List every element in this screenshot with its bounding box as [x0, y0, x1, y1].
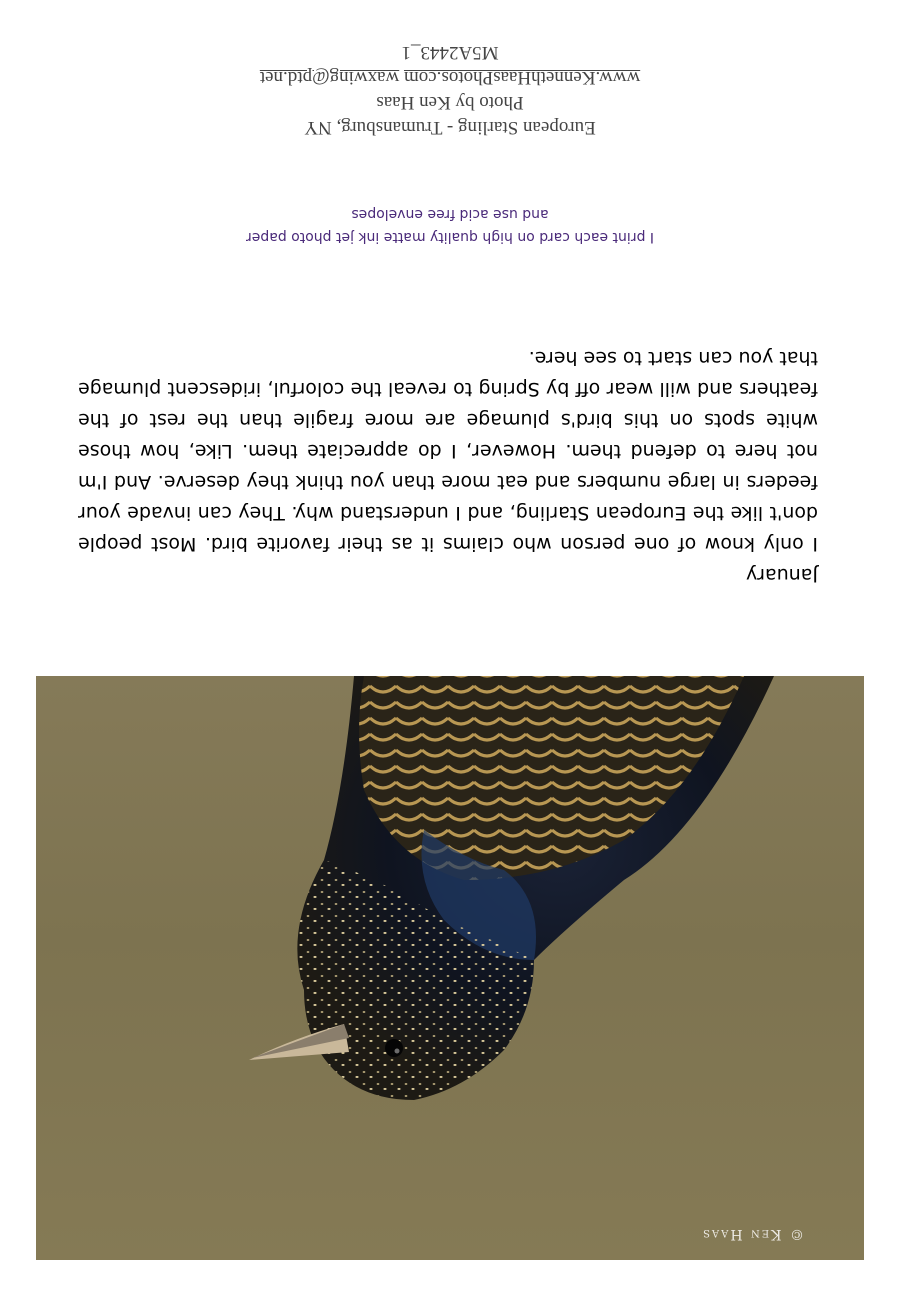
- photo-id: M5A2443_1: [401, 42, 499, 63]
- story-text: [78, 342, 818, 590]
- email-link[interactable]: waxwing@ptd.net: [259, 67, 400, 88]
- credit-title: European Starling - Trumansburg, NY: [304, 117, 596, 138]
- starling-photo: [36, 676, 864, 1260]
- print-note-line-2: and use acid free envelopes: [351, 206, 549, 222]
- month-heading: January: [745, 564, 818, 586]
- print-note-line-1: I print each card on high quality matte ink jet photo paper: [245, 229, 655, 245]
- credit-photographer: Photo by Ken Haas: [376, 92, 524, 113]
- story-paragraph: I only know of one person who claims it as their favorite bird. Most people don't like the European Starling, and I understand why. They can invade your feeders in large numbers and eat more than you think they deserve. And I'm not here to defend them. However, I do appreciate them. Like, how those white spots on this bird's plumage are more fragile than the rest of the feathers and will wear off by Spring to reveal the colorful, iridescent plumage that you can start to see here.: [78, 347, 818, 555]
- copyright-watermark: © Ken Haas: [701, 1226, 804, 1242]
- photo-credits: [200, 40, 700, 140]
- print-note: [150, 202, 750, 248]
- starling-illustration: [36, 676, 864, 1260]
- website-link[interactable]: www.KennethHaasPhotos.com: [403, 67, 641, 88]
- credit-links: [200, 65, 700, 90]
